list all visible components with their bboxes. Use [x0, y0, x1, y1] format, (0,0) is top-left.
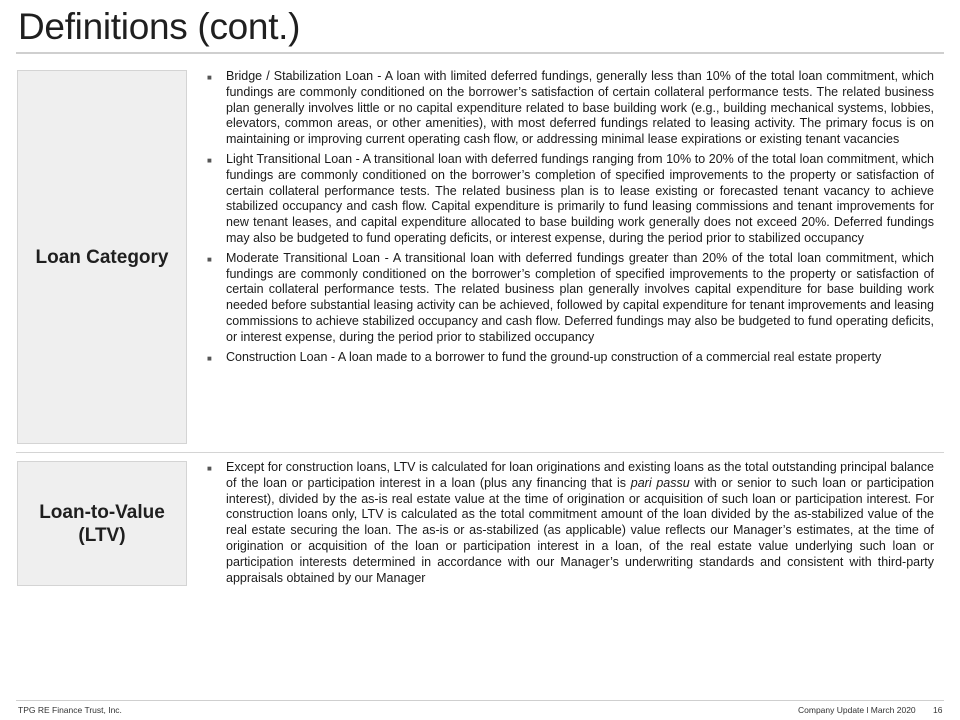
- ltv-list: [207, 460, 934, 590]
- construction-loan-definition: Construction Loan - A loan made to a borrower to fund the ground-up construction of a commercial real estate property: [226, 349, 882, 364]
- ltv-text-before: Except for construction loans, LTV is calculated for loan originations and existing loans as the total outstanding principal balance of the loan or participation interest in a loan (plus any financing that is: [226, 460, 934, 490]
- title-divider: [16, 52, 944, 54]
- light-transitional-loan-definition: Light Transitional Loan - A transitional loan with deferred fundings ranging from 10% to 20% of the total loan commitment, which fundings are commonly conditioned on the borrower’s completion of specified improvements to the property or satisfaction of certain collateral performance tests. The related business plan is to lease existing or forecasted tenant vacancy to achieve stabilized occupancy and cash flow. Capital expenditure is primarily to fund leasing commissions and tenant improvements for new tenant leases, and capital expenditure allocated to base building work generally does not exceed 20%. Deferred fundings may also be budgeted to fund operating deficits, or interest expense, during the period prior to stabilized occupancy: [226, 151, 934, 245]
- footer-update: Company Update l March 2020: [798, 705, 916, 715]
- page-number: 16: [933, 705, 943, 715]
- list-item: [207, 69, 934, 148]
- list-item: [207, 350, 934, 366]
- list-item: [207, 152, 934, 247]
- list-item: [207, 251, 934, 346]
- list-item: [207, 460, 934, 586]
- square-bullet-icon: ■: [207, 464, 212, 473]
- ltv-text-italic: pari passu: [630, 475, 690, 490]
- loan-category-list: [207, 69, 934, 369]
- loan-category-label: Loan Category: [35, 246, 169, 268]
- page-title: Definitions (cont.): [18, 6, 301, 47]
- ltv-label: Loan-to-Value (LTV): [39, 501, 165, 546]
- square-bullet-icon: ■: [207, 353, 212, 363]
- ltv-text-after: with or senior to such loan or participation interest), divided by the as-is real estate value at the time of origination or acquisition of such loan or participation interest. For construction loans only, LTV is calculated as the total commitment amount of the loan divided by the as-stabilized value of the real estate securing the loan. The as-is or as-stabilized (as applicable) value reflects our Manager’s estimates, at the time of origination or acquisition of the loan or participation interest in a loan, of the real estate value underlying such loan or participation interests determined in accordance with our Manager’s underwriting standards and consistent with third-party appraisals obtained by our Manager: [226, 475, 934, 585]
- ltv-definition: [226, 460, 934, 585]
- footer-divider: [16, 700, 944, 701]
- footer-company: TPG RE Finance Trust, Inc.: [18, 705, 122, 715]
- moderate-transitional-loan-definition: Moderate Transitional Loan - A transitional loan with deferred fundings greater than 20% of the total loan commitment, which fundings are commonly conditioned on the borrower’s completion of specified improvements to the property or satisfaction of certain collateral performance tests. The related business plan generally involves capital expenditure for base building work needed before substantial leasing activity can be achieved, followed by capital expenditure for tenant improvements and leasing commissions to achieve stabilized occupancy and cash flow. Deferred fundings may also be budgeted to fund operating deficits, or interest expense, during the period prior to stabilized occupancy: [226, 250, 934, 344]
- square-bullet-icon: ■: [207, 254, 212, 264]
- bridge-loan-definition: Bridge / Stabilization Loan - A loan with limited deferred fundings, generally less than 10% of the total loan commitment, which fundings are commonly conditioned on the borrower’s satisfaction of certain collateral performance tests. The related business plan generally involves little or no capital expenditure related to base building work (e.g., building mechanical systems, lobbies, elevators, common areas, or other amenities), with most deferred fundings related to leasing activity. The primary focus is on maintaining or improving current operating cash flow, or addressing minimal lease expirations or existing tenant vacancies: [226, 69, 934, 147]
- square-bullet-icon: ■: [207, 155, 212, 165]
- ltv-label-box: [17, 461, 187, 586]
- loan-category-label-box: [17, 70, 187, 444]
- square-bullet-icon: ■: [207, 73, 212, 82]
- section-divider: [16, 452, 944, 453]
